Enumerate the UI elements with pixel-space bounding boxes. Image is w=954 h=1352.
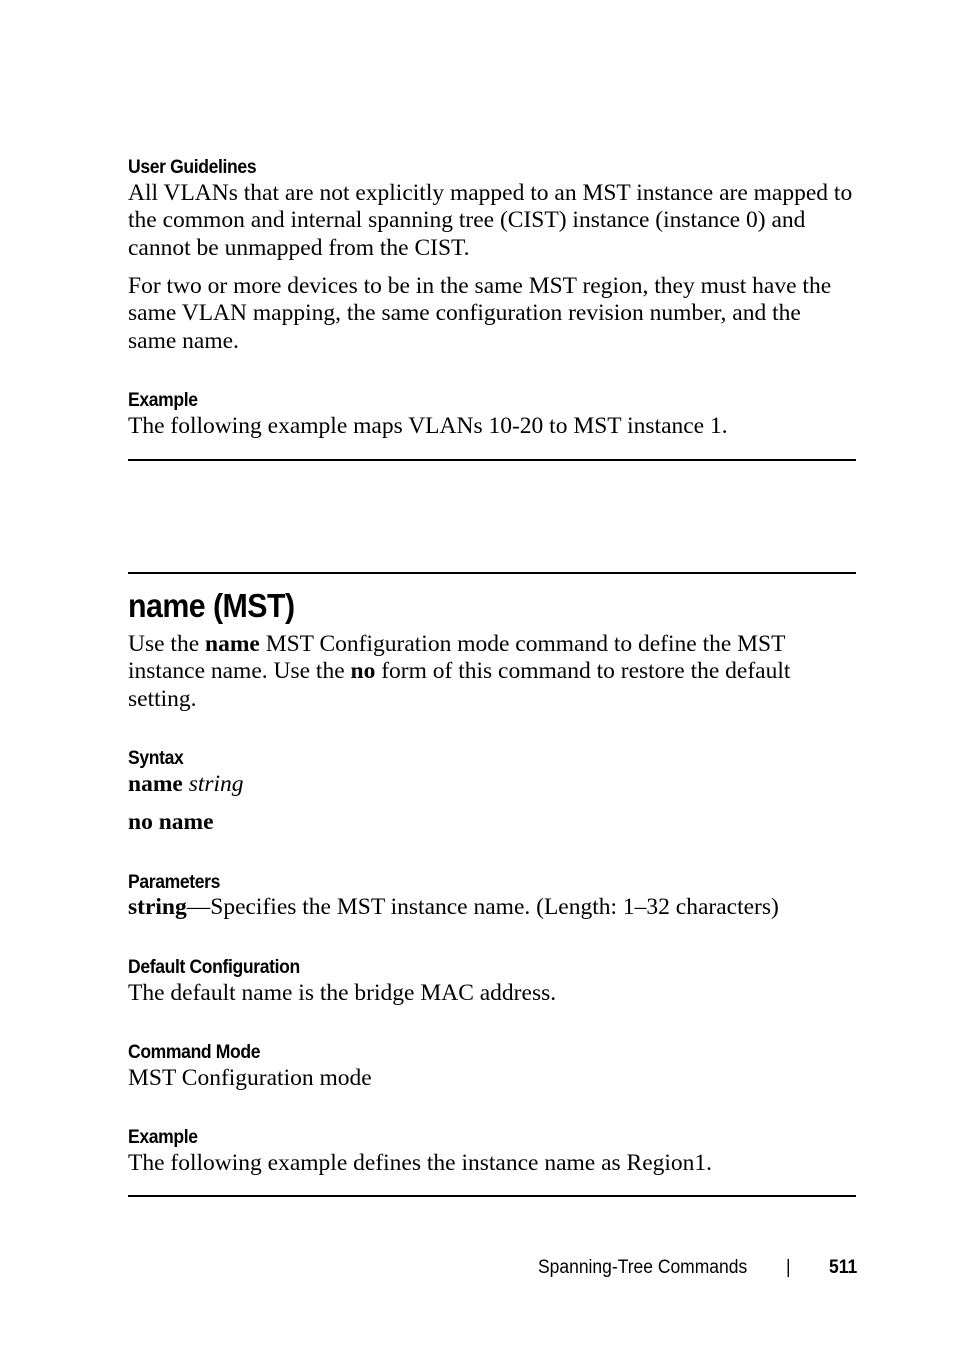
- syntax-heading: Syntax: [128, 747, 184, 769]
- intro-paragraph: Use the name MST Configuration mode command to define the MST instance name. Use the no form of this command to restore the default setting.: [128, 631, 791, 712]
- example-heading-1: Example: [128, 389, 198, 411]
- footer-separator: |: [786, 1257, 791, 1278]
- parameter-string: string—Specifies the MST instance name. (Length: 1–32 characters): [128, 894, 779, 920]
- syntax-line-1: name string: [128, 771, 244, 797]
- user-guidelines-paragraph-2: For two or more devices to be in the same MST region, they must have the same VLAN mapping, the same configuration revision number, and the same name.: [128, 273, 832, 354]
- section-divider-top: [128, 459, 856, 461]
- example-text-1: The following example maps VLANs 10-20 to MST instance 1.: [128, 413, 728, 439]
- example-text-2: The following example defines the instance name as Region1.: [128, 1150, 713, 1176]
- example-heading-2: Example: [128, 1126, 198, 1148]
- footer-page-number: 511: [829, 1257, 858, 1278]
- page-title: name (MST): [128, 587, 295, 624]
- parameters-heading: Parameters: [128, 871, 221, 893]
- command-mode-text: MST Configuration mode: [128, 1065, 372, 1091]
- keyword-name: name: [205, 631, 260, 657]
- footer-chapter: Spanning-Tree Commands: [538, 1257, 748, 1278]
- command-mode-heading: Command Mode: [128, 1041, 261, 1063]
- default-configuration-text: The default name is the bridge MAC address.: [128, 980, 557, 1006]
- syntax-arg-string: string: [188, 771, 244, 797]
- user-guidelines-heading: User Guidelines: [128, 156, 257, 178]
- default-configuration-heading: Default Configuration: [128, 956, 300, 978]
- section-divider-bottom: [128, 1195, 856, 1197]
- keyword-no: no: [350, 658, 376, 685]
- section-divider-title: [128, 572, 856, 574]
- syntax-line-2: no name: [128, 809, 214, 835]
- user-guidelines-paragraph-1: All VLANs that are not explicitly mapped to an MST instance are mapped to the common and internal spanning tree (CIST) instance (instance 0) and cannot be unmapped from the CIST.: [128, 180, 853, 261]
